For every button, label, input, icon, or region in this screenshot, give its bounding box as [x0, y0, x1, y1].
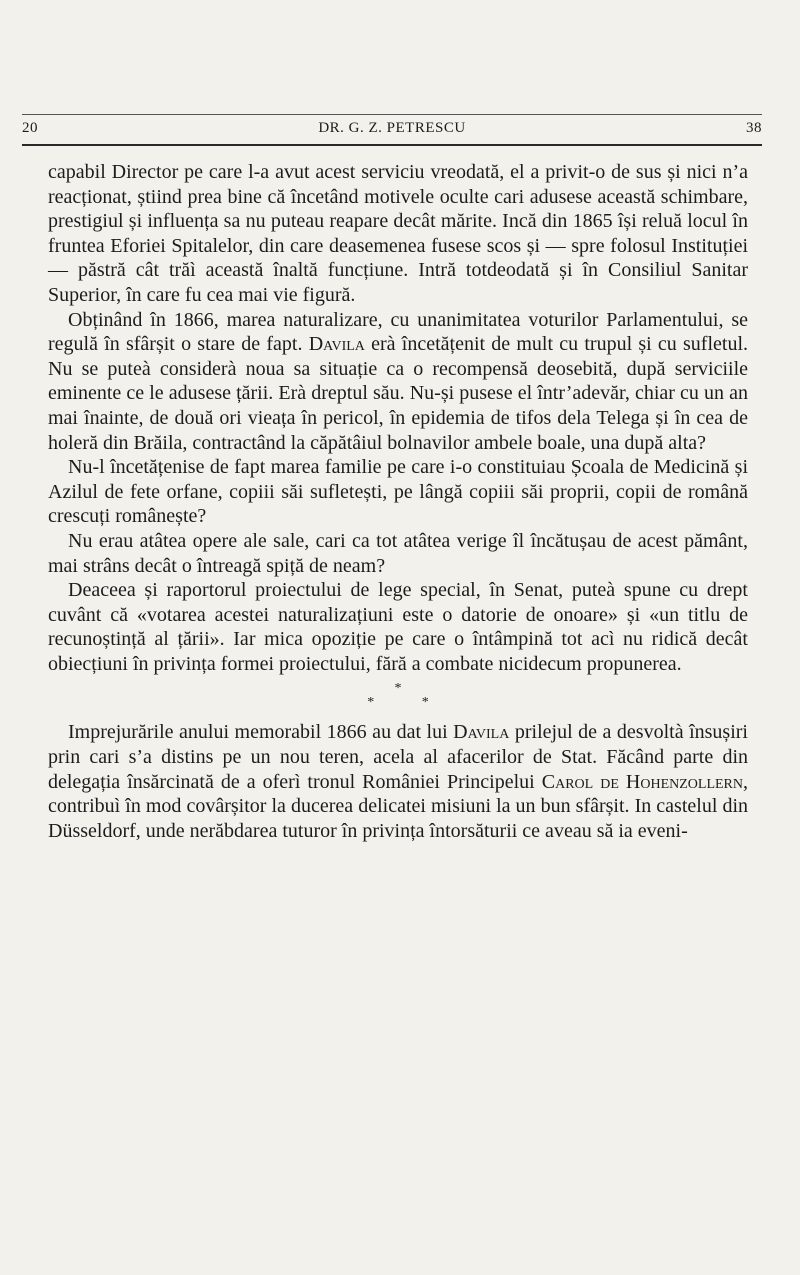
name-davila-2: Davila	[453, 721, 510, 744]
paragraph-3: Nu-l încetățenise de fapt marea familie pe care i-o constituiau Școala de Medicină și Azilul de fete orfane, copiii săi sufletești, pe lângă copiii săi proprii, copii de română crescuți românește?	[48, 456, 748, 528]
paragraph-2-continued: erà încetățenit de mult cu trupul și cu sufletul. Nu se puteà considerà noua sa situație ca o recompensă deosebită, după serviciile eminente ce le adusese țării. Erà dreptul său. Nu-și pusese el într’adevăr, chiar cu un an mai înainte, de două ori vieața în pericol, în epidemia de tifos dela Telega și în cea de holeră din Brăila, contractând la căpătâiul bolnavilor ambele boale, una după alta?	[48, 333, 749, 454]
name-carol: Carol de Hohenzollern	[541, 770, 744, 793]
paragraph-4: Nu erau atâtea opere ale sale, cari ca tot atâtea verige îl încătușau de acest pământ, mai strâns decât o întreagă spiță de neam?	[48, 529, 748, 577]
section-separator	[48, 682, 748, 710]
page-number-left: 20	[22, 120, 38, 136]
paragraph-1: capabil Director pe care l-a avut acest serviciu vreodată, el a privit-o de sus și nici n’a reacționat, știind prea bine că încetând motivele oculte cari adusese această schimbare, prestigiul și influența sa nu puteau reapare decât mărite. Incă din 1865 își reluă locul în fruntea Eforiei Spitalelor, din care deasemenea fusese scos și — spre folosul Instituției — păstră cât trăì această înaltă funcțiune. Intră totdeodată și în Consiliul Sanitar Superior, în care fu cea mai vie figură.	[48, 161, 748, 306]
paragraph-2-text: Obținând în 1866, marea naturalizare, cu unanimitatea voturilor Parlamentului, se regulă în sfârșit o stare de fapt.	[48, 308, 748, 356]
paragraph-6	[48, 720, 748, 843]
running-head	[22, 120, 762, 142]
paragraph-5: Deaceea și raportorul proiectului de lege special, în Senat, puteà spune cu drept cuvânt că «votarea acestei naturalizațiuni este o datorie de onoare» și «un titlu de recunoștință al țării». Iar mica opoziție pe care o întâmpină tot acì nu ridică decât obiecțiuni în privința formei proiectului, fără a combate nicidecum propunerea.	[48, 579, 748, 675]
top-rule	[22, 114, 762, 115]
separator-star-top: *	[394, 681, 402, 697]
running-title: DR. G. Z. PETRESCU	[318, 120, 466, 136]
name-davila: Davila	[308, 333, 365, 356]
page-number-right: 38	[746, 120, 762, 136]
paragraph-6-end: , contribuì în mod covârșitor la ducerea delicatei misiuni la un bun sfârșit. In castelul din Düsseldorf, unde nerăbdarea tuturor în privința întorsăturii ce aveau să ia eveni-	[48, 770, 749, 842]
header-rule	[22, 144, 762, 146]
body-text	[48, 160, 748, 843]
separator-stars-bottom: * *	[367, 695, 451, 711]
paragraph-2	[48, 308, 748, 456]
paragraph-6-text: Imprejurările anului memorabil 1866 au dat lui	[68, 721, 448, 744]
paragraph-6-continued: prilejul de a desvoltà însușiri prin cari s’a distins pe un nou teren, acela al afacerilor de Stat. Făcând parte din delegația însărcinată de a oferì tronul României Principelui	[48, 721, 748, 793]
